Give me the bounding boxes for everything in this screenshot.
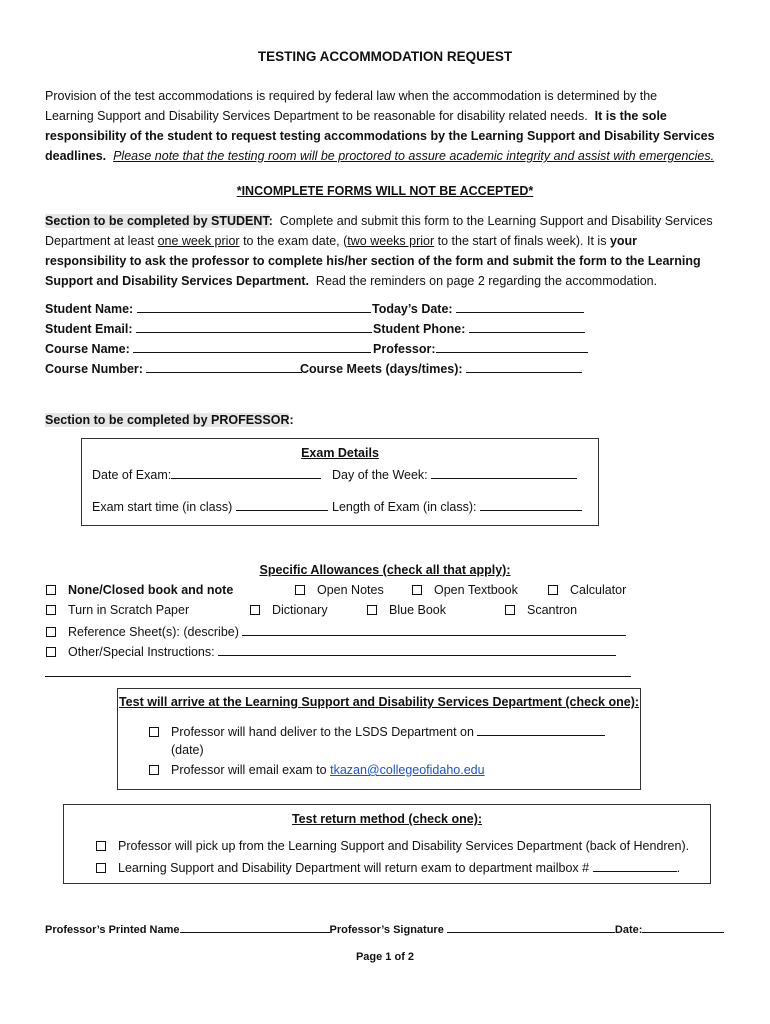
incomplete-notice: *INCOMPLETE FORMS WILL NOT BE ACCEPTED* (236, 184, 534, 198)
checkbox[interactable] (295, 585, 305, 595)
allowance-other[interactable]: Other/Special Instructions: (46, 643, 616, 659)
form-title: TESTING ACCOMMODATION REQUEST (257, 49, 513, 64)
course-number-line[interactable] (146, 360, 302, 373)
intro-line-4: deadlines. Please note that the testing room will be proctored to assure academic integrity and assist with emergencies. (45, 149, 715, 163)
allowance-dictionary[interactable]: Dictionary (250, 603, 328, 617)
hand-deliver-date-line[interactable] (477, 723, 605, 736)
exam-length-line[interactable] (480, 498, 582, 511)
student-phone-field[interactable]: Student Phone: (373, 320, 585, 336)
student-line-1: Section to be completed by STUDENT: Complete and submit this form to the Learning Support and Disability Services (45, 214, 713, 228)
professor-field[interactable]: Professor: (373, 340, 588, 356)
student-name-field[interactable]: Student Name: (45, 300, 371, 316)
checkbox[interactable] (149, 727, 159, 737)
student-email-line[interactable] (136, 320, 372, 333)
allowance-blue-book[interactable]: Blue Book (367, 603, 446, 617)
course-number-field[interactable]: Course Number: (45, 360, 302, 376)
checkbox[interactable] (46, 585, 56, 595)
return-mailbox[interactable]: Learning Support and Disability Department will return exam to department mailbox # . (96, 859, 680, 875)
date-label: Date: (614, 924, 643, 936)
checkbox[interactable] (96, 863, 106, 873)
signature-line[interactable] (447, 920, 615, 933)
checkbox[interactable] (367, 605, 377, 615)
student-section-instructions (45, 211, 735, 291)
lsds-email-link[interactable]: tkazan@collegeofidaho.edu (330, 763, 485, 777)
signature-label: Professor’s Signature (329, 924, 444, 936)
exam-length-field[interactable]: Length of Exam (in class): (332, 498, 582, 514)
allowance-scratch-paper[interactable]: Turn in Scratch Paper (46, 603, 189, 617)
printed-name-line[interactable] (180, 920, 330, 933)
checkbox[interactable] (412, 585, 422, 595)
intro-line-3: responsibility of the student to request testing accommodations by the Learning Support and Disability Services (45, 129, 715, 143)
todays-date-line[interactable] (456, 300, 584, 313)
arrival-email[interactable]: Professor will email exam to tkazan@collegeofidaho.edu (149, 763, 485, 777)
course-meets-field[interactable]: Course Meets (days/times): (300, 360, 582, 376)
checkbox[interactable] (250, 605, 260, 615)
return-pickup[interactable]: Professor will pick up from the Learning Support and Disability Services Department (back of Hendren). (96, 839, 689, 853)
page-number: Page 1 of 2 (355, 951, 415, 963)
allowance-calculator[interactable]: Calculator (548, 583, 626, 597)
day-of-week-line[interactable] (431, 466, 577, 479)
todays-date-field[interactable]: Today’s Date: (372, 300, 584, 316)
signature-row (45, 920, 724, 936)
allowance-scantron[interactable]: Scantron (505, 603, 577, 617)
printed-name-label: Professor’s Printed Name (45, 924, 180, 936)
other-instructions-line-2[interactable] (45, 664, 631, 677)
student-line-2: Department at least one week prior to the exam date, (two weeks prior to the start of finals week). It is your (45, 234, 638, 248)
student-phone-line[interactable] (469, 320, 585, 333)
professor-line[interactable] (436, 340, 588, 353)
reference-sheets-line[interactable] (242, 623, 626, 636)
exam-start-time-field[interactable]: Exam start time (in class) (92, 498, 328, 514)
professor-section-heading: Section to be completed by PROFESSOR: (45, 413, 294, 427)
return-title: Test return method (check one): (291, 812, 483, 826)
checkbox[interactable] (96, 841, 106, 851)
allowance-open-textbook[interactable]: Open Textbook (412, 583, 518, 597)
date-of-exam-field[interactable]: Date of Exam: (92, 466, 321, 482)
student-email-field[interactable]: Student Email: (45, 320, 372, 336)
other-instructions-line[interactable] (218, 643, 616, 656)
course-name-line[interactable] (133, 340, 371, 353)
course-meets-line[interactable] (466, 360, 582, 373)
allowance-none-closed[interactable]: None/Closed book and note (46, 583, 233, 597)
course-name-field[interactable]: Course Name: (45, 340, 371, 356)
checkbox[interactable] (46, 647, 56, 657)
checkbox[interactable] (505, 605, 515, 615)
allowances-title: Specific Allowances (check all that apply): (259, 563, 511, 577)
date-of-exam-line[interactable] (171, 466, 321, 479)
checkbox[interactable] (46, 627, 56, 637)
intro-line-2: Learning Support and Disability Services Department to be reasonable for disability related needs. It is the sole (45, 109, 667, 123)
date-line[interactable] (642, 920, 724, 933)
mailbox-number-line[interactable] (593, 859, 677, 872)
student-line-4: Support and Disability Services Department. Read the reminders on page 2 regarding the accommodation. (45, 274, 658, 288)
allowance-reference-sheets[interactable]: Reference Sheet(s): (describe) (46, 623, 626, 639)
arrival-hand-deliver[interactable]: Professor will hand deliver to the LSDS Department on (149, 723, 605, 739)
day-of-week-field[interactable]: Day of the Week: (332, 466, 577, 482)
intro-line-1: Provision of the test accommodations is required by federal law when the accommodation is determined by the (45, 89, 658, 103)
intro-paragraph (45, 86, 735, 166)
exam-details-title: Exam Details (301, 446, 379, 460)
student-section-heading: Section to be completed by STUDENT (45, 214, 269, 228)
arrival-date-label: (date) (171, 743, 204, 757)
allowance-open-notes[interactable]: Open Notes (295, 583, 384, 597)
exam-start-time-line[interactable] (236, 498, 328, 511)
student-line-3: responsibility to ask the professor to complete his/her section of the form and submit the form to the Learning (45, 254, 701, 268)
checkbox[interactable] (149, 765, 159, 775)
checkbox[interactable] (548, 585, 558, 595)
checkbox[interactable] (46, 605, 56, 615)
arrival-title: Test will arrive at the Learning Support and Disability Services Department (check one): (118, 695, 640, 709)
student-name-line[interactable] (137, 300, 371, 313)
